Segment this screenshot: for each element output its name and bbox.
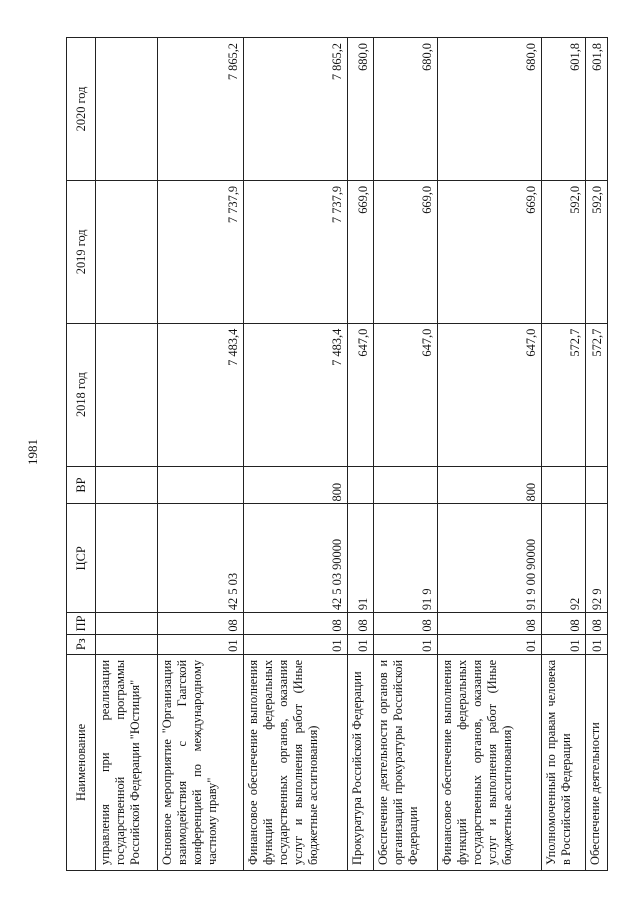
table-row (374, 38, 438, 871)
row-vr (96, 466, 158, 504)
row-2018: 572,7 (586, 323, 608, 466)
row-vr (158, 466, 244, 504)
row-pr: 08 (586, 613, 608, 634)
row-2019: 669,0 (438, 180, 542, 323)
row-2019: 7 737,9 (244, 180, 348, 323)
header-2018: 2018 год (67, 323, 96, 466)
row-2020: 680,0 (438, 38, 542, 181)
row-2020 (96, 38, 158, 181)
row-name: Финансовое обеспечение выполнения функций федеральных государственных органов, оказания услуг и выполнения работ (Иные бюджетные ассигнования) (438, 654, 542, 870)
header-vr: ВР (67, 466, 96, 504)
row-pr: 08 (158, 613, 244, 634)
row-name: Обеспечение деятельности (586, 654, 608, 870)
header-pr: ПР (67, 613, 96, 634)
table-row (158, 38, 244, 871)
row-pr: 08 (348, 613, 374, 634)
row-csr: 91 9 00 90000 (438, 504, 542, 613)
row-2019: 7 737,9 (158, 180, 244, 323)
row-rz (96, 634, 158, 654)
budget-table (66, 37, 608, 871)
row-vr: 800 (244, 466, 348, 504)
row-pr: 08 (438, 613, 542, 634)
header-2019: 2019 год (67, 180, 96, 323)
row-2019: 592,0 (586, 180, 608, 323)
row-2020: 7 865,2 (244, 38, 348, 181)
row-csr: 42 5 03 90000 (244, 504, 348, 613)
row-name: Обеспечение деятельности органов и организаций прокуратуры Российской Федерации (374, 654, 438, 870)
row-2020: 601,8 (542, 38, 586, 181)
table-row (96, 38, 158, 871)
header-csr: ЦСР (67, 504, 96, 613)
row-2018: 647,0 (438, 323, 542, 466)
row-vr (542, 466, 586, 504)
row-rz: 01 (158, 634, 244, 654)
row-2018: 572,7 (542, 323, 586, 466)
row-2019: 669,0 (348, 180, 374, 323)
row-2019: 669,0 (374, 180, 438, 323)
row-rz: 01 (586, 634, 608, 654)
row-rz: 01 (244, 634, 348, 654)
budget-table-sheet (66, 37, 605, 871)
row-name: Прокуратура Российской Федерации (348, 654, 374, 870)
row-name: управления при реализации государственной программы Российской Федерации "Юстиция" (96, 654, 158, 870)
row-rz: 01 (542, 634, 586, 654)
page-number: 1981 (25, 439, 40, 465)
row-name: Основное мероприятие "Организация взаимодействия с Гаагской конференцией по международному частному праву" (158, 654, 244, 870)
header-2020: 2020 год (67, 38, 96, 181)
row-rz: 01 (438, 634, 542, 654)
row-2020: 680,0 (348, 38, 374, 181)
row-csr: 91 9 (374, 504, 438, 613)
row-name: Уполномоченный по правам человека в Российской Федерации (542, 654, 586, 870)
table-row (244, 38, 348, 871)
table-header-row (67, 38, 96, 871)
row-pr (96, 613, 158, 634)
row-pr: 08 (244, 613, 348, 634)
row-name: Финансовое обеспечение выполнения функций федеральных государственных органов, оказания услуг и выполнения работ (Иные бюджетные ассигнования) (244, 654, 348, 870)
row-csr: 92 9 (586, 504, 608, 613)
header-rz: Рз (67, 634, 96, 654)
table-row (542, 38, 586, 871)
row-pr: 08 (542, 613, 586, 634)
row-vr (348, 466, 374, 504)
table-row (586, 38, 608, 871)
row-csr: 91 (348, 504, 374, 613)
row-vr (586, 466, 608, 504)
table-row (438, 38, 542, 871)
row-2020: 680,0 (374, 38, 438, 181)
row-2020: 601,8 (586, 38, 608, 181)
header-name: Наименование (67, 654, 96, 870)
row-2019: 592,0 (542, 180, 586, 323)
row-2018: 7 483,4 (158, 323, 244, 466)
row-2018: 647,0 (374, 323, 438, 466)
row-csr (96, 504, 158, 613)
row-vr: 800 (438, 466, 542, 504)
row-rz: 01 (374, 634, 438, 654)
row-vr (374, 466, 438, 504)
row-csr: 42 5 03 (158, 504, 244, 613)
row-2018 (96, 323, 158, 466)
row-csr: 92 (542, 504, 586, 613)
row-rz: 01 (348, 634, 374, 654)
row-2018: 7 483,4 (244, 323, 348, 466)
row-2018: 647,0 (348, 323, 374, 466)
row-2020: 7 865,2 (158, 38, 244, 181)
row-2019 (96, 180, 158, 323)
table-row (348, 38, 374, 871)
row-pr: 08 (374, 613, 438, 634)
